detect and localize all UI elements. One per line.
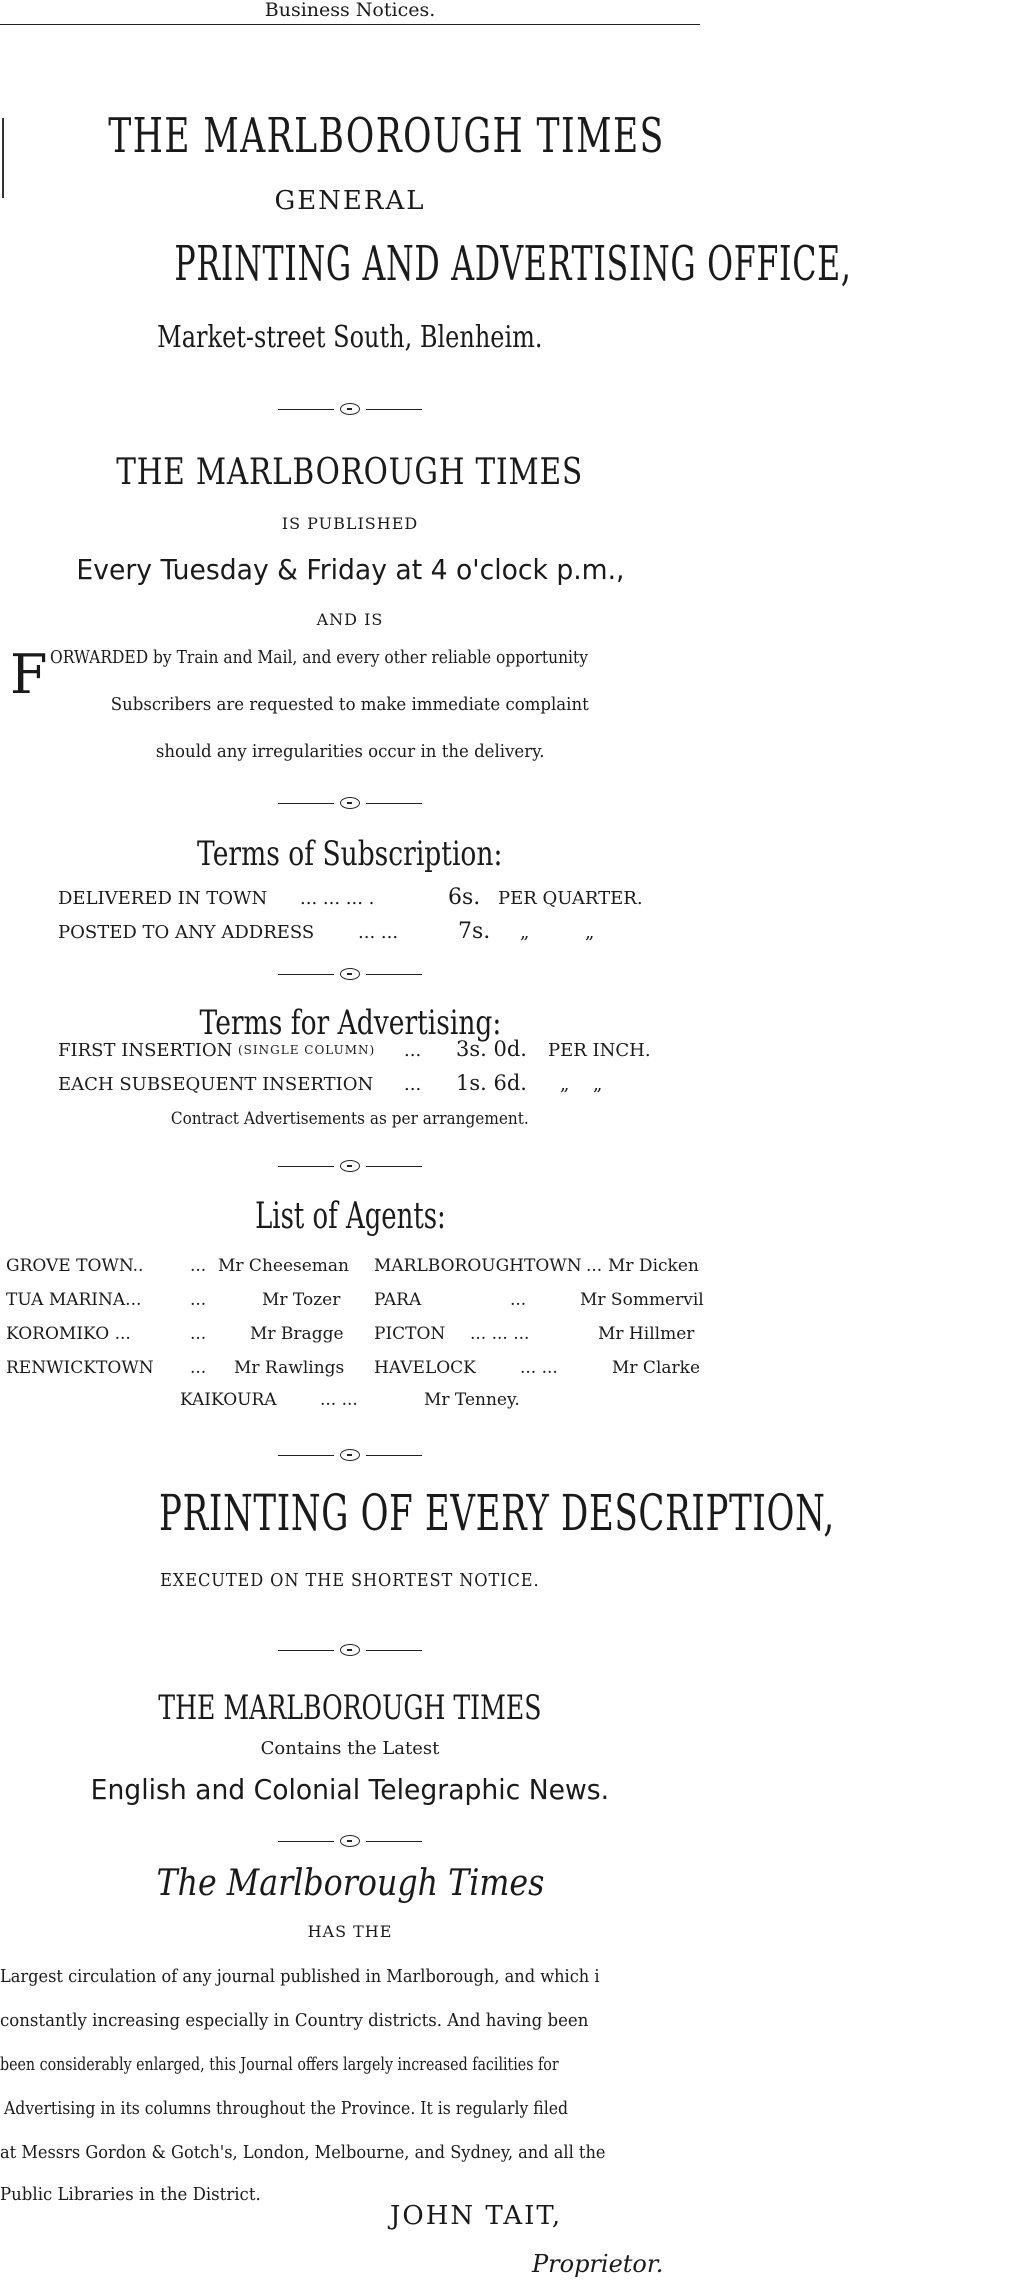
agent-name: Mr Dicken	[608, 1256, 699, 1276]
agent-name: Mr Tozer	[262, 1290, 341, 1310]
ornament-divider	[270, 1644, 430, 1658]
agent-place: RENWICKTOWN	[6, 1358, 154, 1378]
body-line: Largest circulation of any journal published in Marlborough, and which i	[0, 1966, 600, 1987]
agent-name: Mr Cheeseman	[218, 1256, 350, 1276]
advertising-note: (SINGLE COLUMN)	[238, 1043, 376, 1057]
body-line: at Messrs Gordon & Gotch's, London, Melbourne, and Sydney, and all the	[0, 2142, 606, 2163]
agents-heading: List of Agents:	[254, 1196, 446, 1237]
body-line: constantly increasing especially in Country districts. And having been	[0, 2010, 589, 2031]
news-line: English and Colonial Telegraphic News.	[90, 1773, 610, 1806]
printing-heading: PRINTING OF EVERY DESCRIPTION,	[159, 1484, 835, 1542]
subscription-unit: „ „	[520, 922, 595, 943]
agent-place: KOROMIKO ...	[6, 1324, 131, 1344]
published-label: IS PUBLISHED	[281, 514, 419, 533]
agent-place: GROVE TOWN..	[6, 1256, 144, 1276]
subscription-unit: PER QUARTER.	[498, 888, 643, 909]
advertising-unit: „ „	[560, 1074, 603, 1095]
body-line: Public Libraries in the District.	[0, 2184, 261, 2205]
agent-dots: ...	[190, 1358, 207, 1378]
subscription-price: 7s.	[458, 919, 491, 944]
advertising-dots: ...	[404, 1040, 422, 1061]
contains-label: Contains the Latest	[260, 1738, 440, 1759]
subscription-row: POSTED TO ANY ADDRESS	[58, 922, 315, 943]
signature-name: JOHN TAIT,	[390, 2201, 563, 2231]
section-title: Business Notices.	[264, 0, 436, 21]
has-the-label: HAS THE	[307, 1922, 393, 1941]
body-line: Advertising in its columns throughout the Province. It is regularly filed	[4, 2098, 569, 2119]
and-is-label: AND IS	[316, 610, 384, 629]
agent-dots: ...	[190, 1324, 207, 1344]
drop-cap: F	[10, 643, 48, 706]
advertising-heading: Terms for Advertising:	[199, 1003, 501, 1043]
contract-note: Contract Advertisements as per arrangement.	[171, 1109, 529, 1129]
ornament-divider	[270, 797, 430, 811]
advertising-price: 3s. 0d.	[456, 1037, 527, 1061]
agent-name: Mr Hillmer	[598, 1324, 695, 1344]
agent-dots: ...	[190, 1256, 207, 1276]
agent-dots: ...	[190, 1290, 207, 1310]
news-title: THE MARLBOROUGH TIMES	[158, 1688, 542, 1728]
advertising-unit: PER INCH.	[548, 1040, 651, 1061]
advertising-price: 1s. 6d.	[456, 1071, 527, 1095]
subscription-heading: Terms of Subscription:	[197, 834, 503, 874]
agent-dots: ...	[510, 1290, 527, 1310]
agent-place: PICTON	[374, 1324, 446, 1344]
agent-name: Mr Sommervil	[580, 1290, 704, 1310]
agent-name: Mr Bragge	[250, 1324, 344, 1344]
agent-name: Mr Rawlings	[234, 1358, 345, 1378]
subscription-dots: ... ...	[358, 922, 399, 943]
signature-role: Proprietor.	[532, 2250, 664, 2278]
agent-name: Mr Clarke	[612, 1358, 701, 1378]
complaint-line-1: Subscribers are requested to make immediate complaint	[110, 694, 590, 715]
complaint-line-2: should any irregularities occur in the delivery.	[155, 741, 545, 762]
masthead-blackletter: The Marlborough Times	[156, 1863, 544, 1904]
subscription-row: DELIVERED IN TOWN	[58, 888, 268, 909]
publication-title: THE MARLBOROUGH TIMES	[116, 452, 584, 493]
executed-note: EXECUTED ON THE SHORTEST NOTICE.	[160, 1570, 540, 1591]
agent-name: Mr Tenney.	[424, 1390, 520, 1410]
publication-schedule: Every Tuesday & Friday at 4 o'clock p.m.,	[75, 553, 625, 586]
ornament-divider	[270, 1449, 430, 1463]
agent-place: HAVELOCK	[374, 1358, 476, 1378]
ornament-divider	[270, 1835, 430, 1849]
agent-place: TUA MARINA...	[6, 1290, 142, 1310]
agent-dots: ... ...	[520, 1358, 558, 1378]
advertising-row: FIRST INSERTION	[58, 1040, 233, 1061]
agent-dots: ... ...	[320, 1390, 358, 1410]
body-line: been considerably enlarged, this Journal offers largely increased facilities for	[0, 2054, 559, 2075]
ornament-divider	[270, 1160, 430, 1174]
office-name: PRINTING AND ADVERTISING OFFICE,	[174, 236, 852, 292]
ornament-divider	[270, 968, 430, 982]
agent-place: MARLBOROUGHTOWN	[374, 1256, 582, 1276]
agent-dots: ... ... ...	[470, 1324, 530, 1344]
section-header	[0, 0, 700, 25]
agent-place: KAIKOURA	[180, 1390, 277, 1410]
office-address: Market-street South, Blenheim.	[157, 320, 543, 355]
forwarded-text: ORWARDED by Train and Mail, and every other reliable opportunity	[50, 647, 588, 668]
advertising-row: EACH SUBSEQUENT INSERTION	[58, 1074, 374, 1095]
ornament-divider	[270, 403, 430, 417]
office-title: THE MARLBOROUGH TIMES	[108, 108, 665, 164]
general-label: GENERAL	[274, 186, 426, 216]
advertising-dots: ...	[404, 1074, 422, 1095]
subscription-price: 6s.	[448, 885, 481, 910]
agent-dots: ...	[586, 1256, 603, 1276]
agent-place: PARA	[374, 1290, 422, 1310]
subscription-dots: ... ... ... .	[300, 888, 375, 909]
